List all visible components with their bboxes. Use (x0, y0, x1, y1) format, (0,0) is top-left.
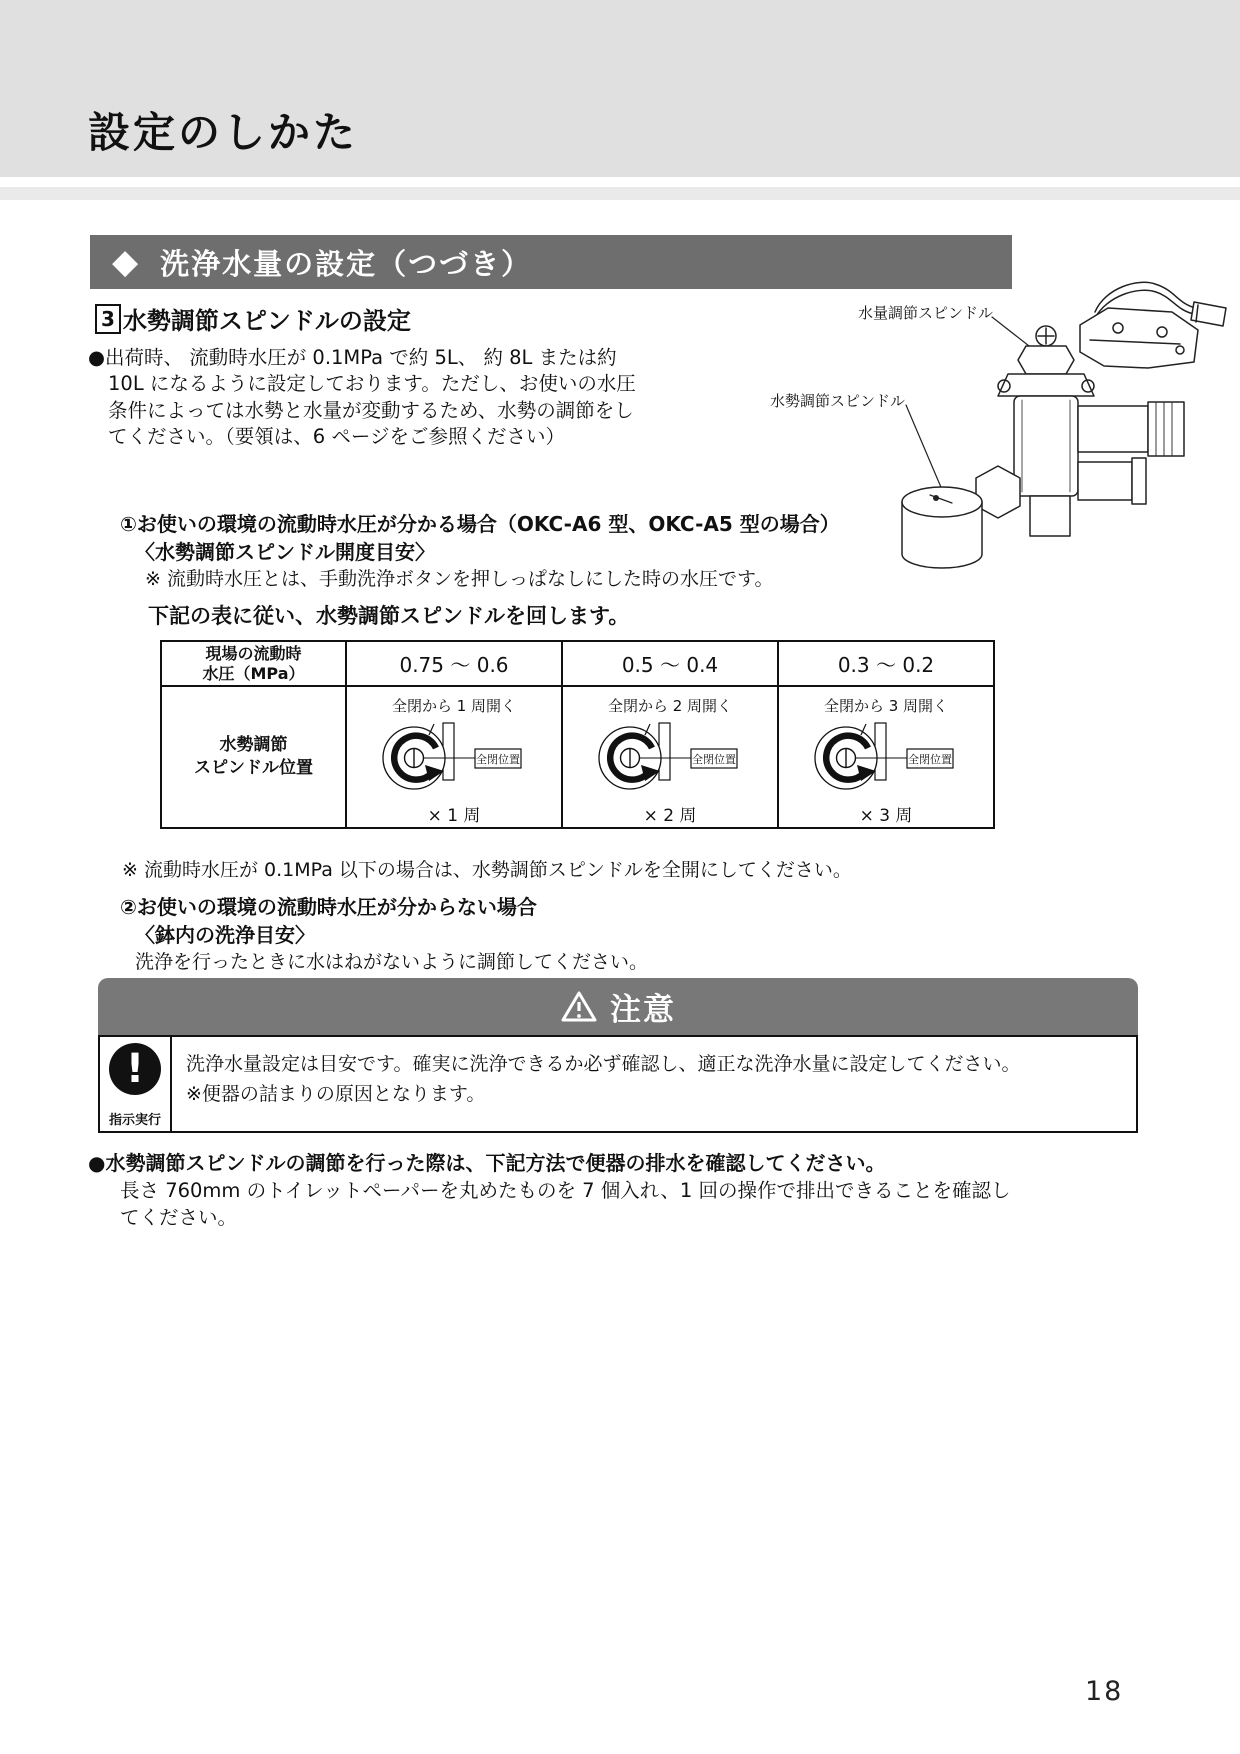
caution-title: 注意 (610, 992, 676, 1028)
sub2-heading: ②お使いの環境の流動時水圧が分からない場合 (120, 895, 537, 919)
turns-count: × 1 周 (427, 806, 481, 826)
intro-paragraph-line: 条件によっては水勢と水量が変動するため、水勢の調節をし (108, 399, 634, 422)
valve-illustration (880, 270, 1240, 580)
table-row-label: 水勢調節 スピンドル位置 (161, 686, 346, 828)
footer-body-line: てください。 (120, 1206, 238, 1229)
caution-line-1: 洗浄水量設定は目安です。確実に洗浄できるか必ず確認し、適正な洗浄水量に設定してください。 (186, 1053, 1021, 1075)
caution-text (172, 1037, 1020, 1131)
spindle-dial-icon (374, 718, 534, 800)
caution-line-2: ※便器の詰まりの原因となります。 (186, 1083, 486, 1105)
sub1-instruction: 下記の表に従い、水勢調節スピンドルを回します。 (148, 604, 630, 628)
spindle-dial-icon (590, 718, 750, 800)
turns-open-text: 全閉から 1 周開く (391, 697, 517, 715)
warning-triangle-icon (560, 990, 598, 1024)
table-cell-dial-2 (562, 686, 778, 828)
mandatory-action-icon: ! (109, 1043, 161, 1095)
dial-closed-position-label: 全閉位置 (908, 753, 952, 766)
intro-paragraph-line: てください。（要領は、6 ページをご参照ください） (108, 425, 565, 448)
dial-closed-position-label: 全閉位置 (692, 753, 736, 766)
turns-count: × 3 周 (859, 806, 913, 826)
table-header-range-2: 0.5 ～ 0.4 (562, 641, 778, 686)
table-header-range-1: 0.75 ～ 0.6 (346, 641, 562, 686)
instruction-icon-label: 指示実行 (108, 1113, 161, 1128)
section3-heading-text: 水勢調節スピンドルの設定 (122, 307, 411, 335)
table-cell-dial-3 (778, 686, 994, 828)
note-below-table: ※ 流動時水圧が 0.1MPa 以下の場合は、水勢調節スピンドルを全開にしてください。 (122, 859, 852, 881)
turns-open-text: 全閉から 3 周開く (823, 697, 949, 715)
instruction-icon-cell (100, 1037, 172, 1131)
diagram-label-water-force-spindle: 水勢調節スピンドル (770, 392, 906, 410)
page-number: 18 (1085, 1676, 1124, 1707)
section3-heading (95, 301, 411, 336)
footer-body-line: 長さ 760mm のトイレットペーパーを丸めたものを 7 個入れ、1 回の操作で排出できることを確認し (120, 1179, 1011, 1202)
diamond-icon: ◆ (112, 242, 139, 282)
dial-closed-position-label: 全閉位置 (476, 753, 520, 766)
section-banner (90, 235, 1012, 289)
turns-count: × 2 周 (643, 806, 697, 826)
spindle-dial-icon (806, 718, 966, 800)
table-header-range-3: 0.3 ～ 0.2 (778, 641, 994, 686)
turns-open-text: 全閉から 2 周開く (607, 697, 733, 715)
intro-paragraph-line: ●出荷時、 流動時水圧が 0.1MPa で約 5L、 約 8L または約 (88, 346, 617, 369)
table-header-pressure-label: 現場の流動時 水圧（MPa） (161, 641, 346, 686)
footer-bullet-heading: ●水勢調節スピンドルの調節を行った際は、下記方法で便器の排水を確認してください。 (88, 1151, 886, 1175)
thin-gray-band (0, 187, 1240, 200)
sub1-heading: ①お使いの環境の流動時水圧が分かる場合（OKC-A6 型、OKC-A5 型の場合） (120, 512, 840, 536)
table-cell-dial-1 (346, 686, 562, 828)
intro-paragraph-line: 10L になるように設定しております。ただし、お使いの水圧 (108, 372, 636, 395)
page-title: 設定のしかた (88, 108, 359, 157)
caution-header (98, 978, 1138, 1035)
sub1-subheading: 〈水勢調節スピンドル開度目安〉 (135, 540, 435, 564)
sub2-body: 洗浄を行ったときに水はねがないように調節してください。 (135, 951, 649, 973)
pressure-table (160, 640, 995, 829)
caution-body (98, 1035, 1138, 1133)
sub1-note: ※ 流動時水圧とは、手動洗浄ボタンを押しっぱなしにした時の水圧です。 (145, 568, 774, 590)
section-banner-title: 洗浄水量の設定（つづき） (160, 246, 533, 281)
section-number-box: 3 (95, 304, 121, 334)
sub2-subheading: 〈鉢内の洗浄目安〉 (135, 923, 315, 947)
diagram-label-water-volume-spindle: 水量調節スピンドル (858, 304, 994, 322)
